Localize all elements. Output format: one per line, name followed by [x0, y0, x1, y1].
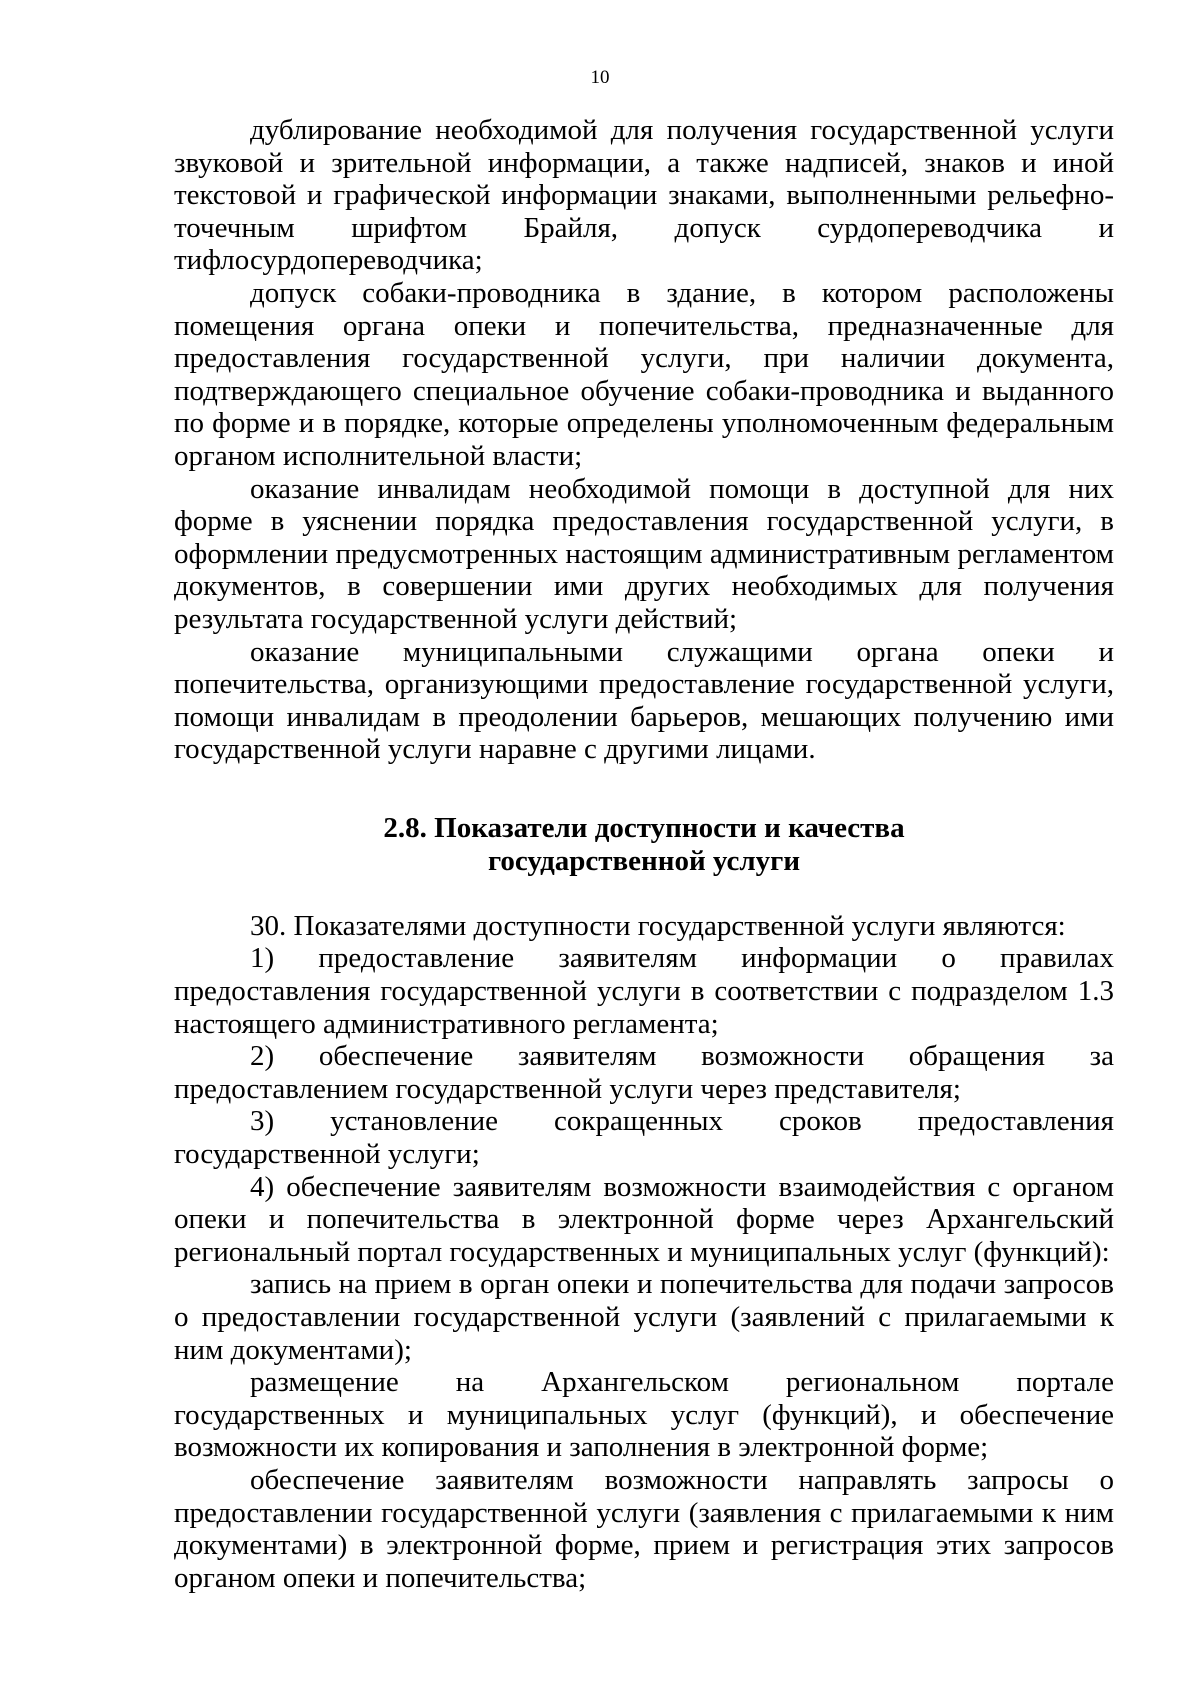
document-body [174, 114, 1114, 1594]
section-heading [174, 812, 1114, 878]
paragraph-electronic-requests: обеспечение заявителям возможности направлять запросы о предоставлении государственной услуги (заявления с прилагаемыми к ним документами) в электронной форме, прием и регистрация этих запросов органом опеки и попечительства; [174, 1463, 1114, 1594]
section-heading-line-1: 2.8. Показатели доступности и качества [383, 811, 905, 844]
section-heading-line-2: государственной услуги [487, 844, 801, 877]
paragraph-item-30: 30. Показателями доступности государственной услуги являются: [250, 909, 1066, 942]
paragraph-braille-duplication: дублирование необходимой для получения государственной услуги звуковой и зрительной информации, а также надписей, знаков и иной текстовой и графической информации знаками, выполненными рельефно-точечным шрифтом Брайля, допуск сурдопереводчика и тифлосурдопереводчика; [174, 114, 1114, 277]
paragraph-assistance-form: оказание инвалидам необходимой помощи в доступной для них форме в уяснении порядка предоставления государственной услуги, в оформлении предусмотренных настоящим административным регламентом документов, в совершении ими других необходимых для получения результата государственной услуги действий; [174, 472, 1114, 635]
paragraph-item-1: 1) предоставление заявителям информации о правилах предоставления государственной услуги в соответствии с подразделом 1.3 настоящего административного регламента; [174, 942, 1114, 1040]
paragraph-appointment: запись на прием в орган опеки и попечительства для подачи запросов о предоставлении государственной услуги (заявлений с прилагаемыми к ним документами); [174, 1268, 1114, 1366]
paragraph-item-2: 2) обеспечение заявителям возможности обращения за предоставлением государственной услуги через представителя; [174, 1040, 1114, 1105]
paragraph-barrier-help: оказание муниципальными служащими органа опеки и попечительства, организующими предоставление государственной услуги, помощи инвалидам в преодолении барьеров, мешающих получению ими государственной услуги наравне с другими лицами. [174, 635, 1114, 766]
paragraph-item-4: 4) обеспечение заявителям возможности взаимодействия с органом опеки и попечительства в электронной форме через Архангельский региональный портал государственных и муниципальных услуг (функций): [174, 1170, 1114, 1268]
page-number: 10 [590, 67, 610, 88]
paragraph-item-3: 3) установление сокращенных сроков предоставления государственной услуги; [174, 1105, 1114, 1171]
paragraph-guide-dog: допуск собаки-проводника в здание, в котором расположены помещения органа опеки и попечительства, предназначенные для предоставления государственной услуги, при наличии документа, подтверждающего специальное обучение собаки-проводника и выданного по форме и в порядке, которые определены уполномоченным федеральным органом исполнительной власти; [174, 276, 1114, 472]
paragraph-portal-forms: размещение на Архангельском региональном портале государственных и муниципальных услуг (функций), и обеспечение возможности их копирования и заполнения в электронной форме; [174, 1366, 1114, 1464]
